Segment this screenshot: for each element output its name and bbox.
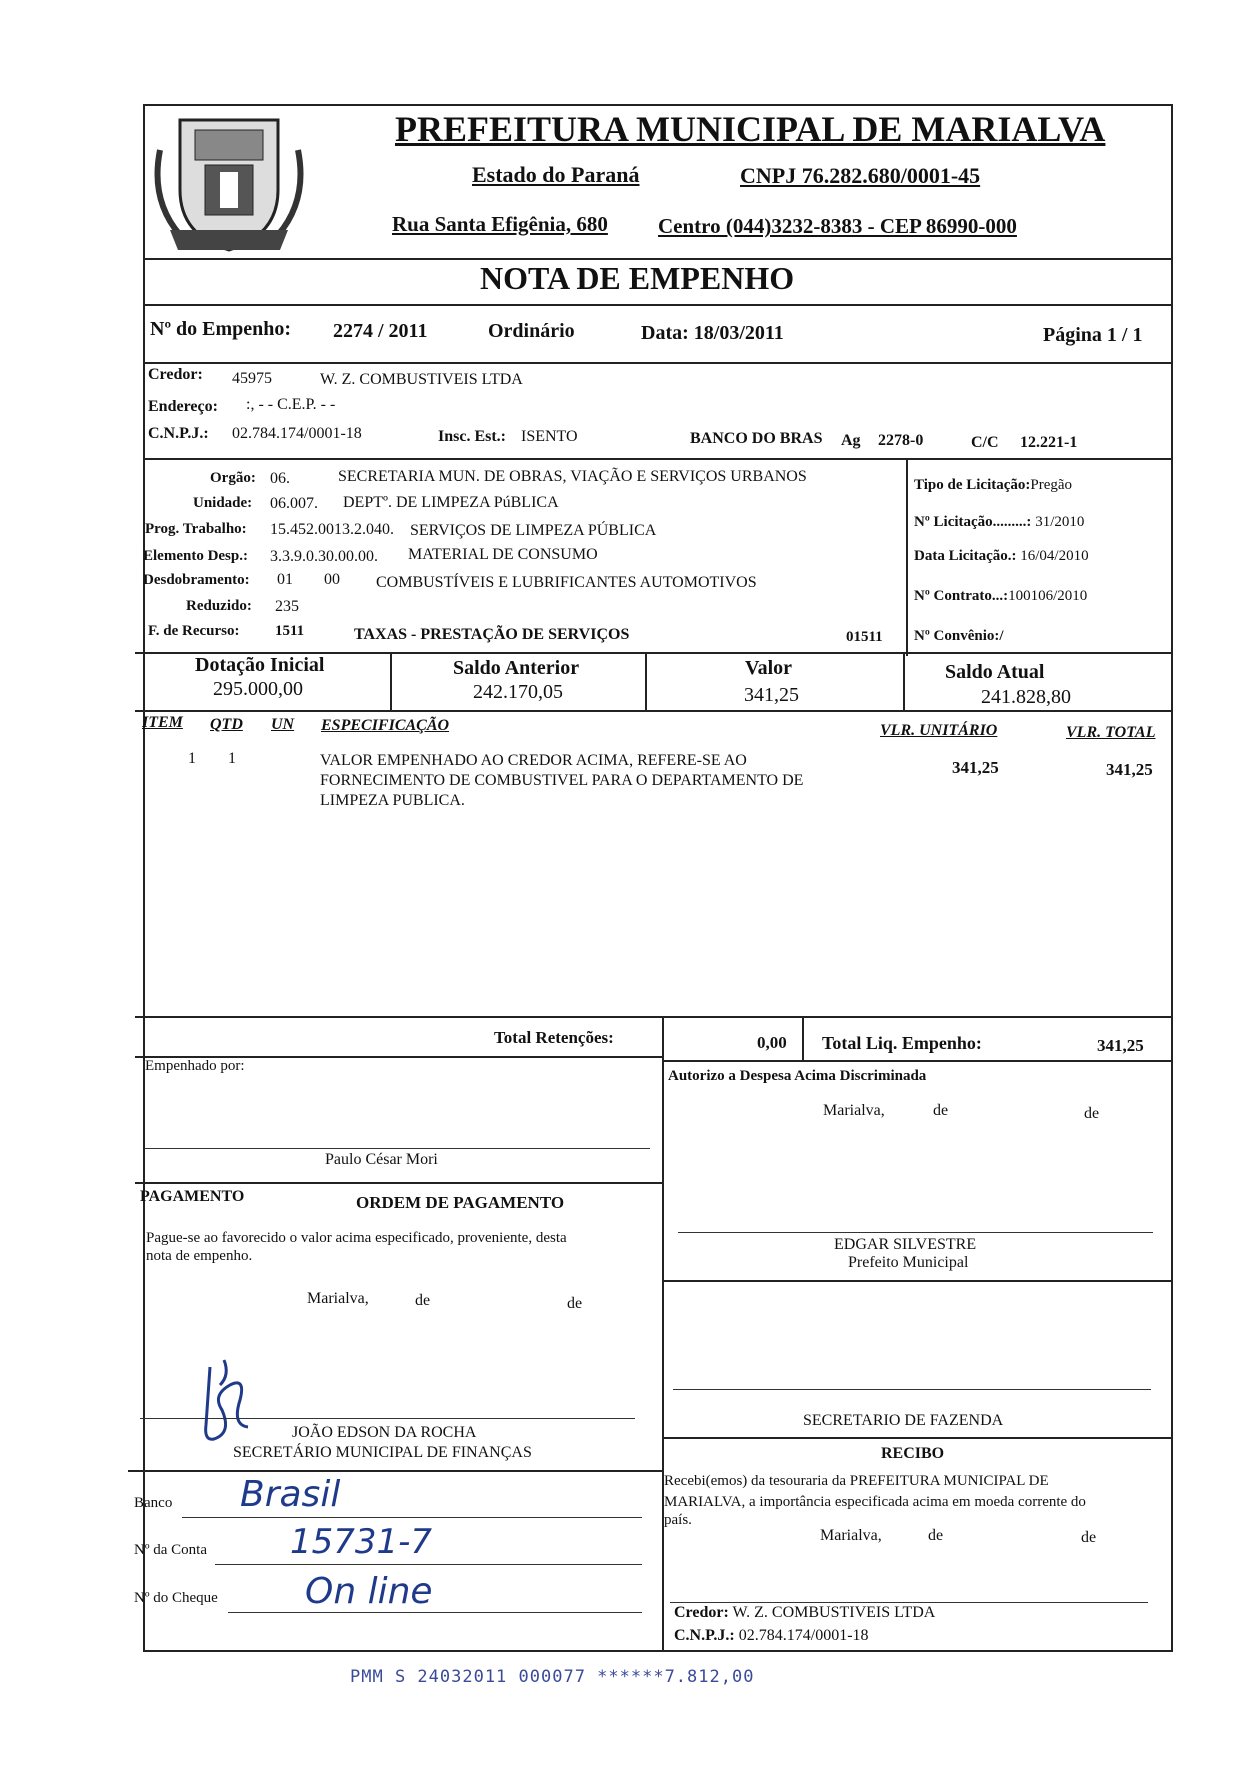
- contrato: [914, 588, 1087, 605]
- valor-label: Valor: [745, 657, 793, 679]
- autorizo-city: Marialva,: [823, 1102, 885, 1119]
- orgao-label: Orgão:: [210, 470, 256, 486]
- recibo-de-1: de: [928, 1527, 944, 1544]
- unidade-value: 06.007.: [270, 495, 318, 512]
- divider-vertical: [802, 1016, 804, 1060]
- divider: [662, 1280, 1173, 1282]
- divider: [662, 1437, 1173, 1439]
- credor-address: :, - - C.E.P. - -: [246, 396, 336, 413]
- row-qtd: 1: [228, 750, 236, 767]
- ret-value: 0,00: [757, 1033, 787, 1052]
- signature-line: [140, 1418, 635, 1419]
- num-value: 31/2010: [1035, 514, 1085, 530]
- tipo-value: Pregão: [1030, 477, 1073, 493]
- row-item: 1: [188, 750, 196, 767]
- divider-vertical: [645, 653, 647, 710]
- ordem-label: ORDEM DE PAGAMENTO: [356, 1193, 565, 1212]
- divider: [135, 1016, 1173, 1018]
- banco-line: [182, 1517, 642, 1518]
- empenho-number-label: Nº do Empenho:: [150, 318, 292, 340]
- recibo-line-3: país.: [664, 1512, 692, 1528]
- elem-label: Elemento Desp.:: [143, 548, 248, 564]
- num-licitacao: [914, 514, 1084, 531]
- autorizo-text: Autorizo a Despesa Acima Discriminada: [668, 1068, 927, 1084]
- doc-title: NOTA DE EMPENHO: [480, 260, 795, 296]
- divider: [662, 1060, 1173, 1062]
- divider: [128, 1470, 663, 1472]
- prog-value: 15.452.0013.2.040.: [270, 521, 394, 538]
- row-spec-1: VALOR EMPENHADO AO CREDOR ACIMA, REFERE-SE AO: [320, 752, 747, 769]
- page-number: Página 1 / 1: [1043, 324, 1143, 346]
- autorizo-de-1: de: [933, 1102, 949, 1119]
- empenho-date: Data: 18/03/2011: [641, 322, 784, 344]
- cheque-label: Nº do Cheque: [134, 1590, 218, 1606]
- divider: [143, 304, 1173, 306]
- empenho-type: Ordinário: [488, 320, 575, 342]
- empenhado-nome: Paulo César Mori: [325, 1151, 438, 1168]
- insc-value: ISENTO: [521, 428, 578, 445]
- data-licitacao: [914, 548, 1089, 565]
- liq-label: Total Liq. Empenho:: [822, 1033, 982, 1053]
- pagamento-label: PAGAMENTO: [140, 1188, 245, 1205]
- recibo-de-2: de: [1081, 1529, 1097, 1546]
- sec-cargo: SECRETÁRIO MUNICIPAL DE FINANÇAS: [233, 1444, 532, 1461]
- sec-fazenda: SECRETARIO DE FAZENDA: [803, 1412, 1004, 1429]
- data-value: 16/04/2010: [1020, 548, 1089, 564]
- elem-value: 3.3.9.0.30.00.00.: [270, 548, 378, 565]
- tipo-label: Tipo de Licitação:: [914, 477, 1031, 493]
- divider-vertical: [662, 1060, 664, 1650]
- pagamento-de-1: de: [415, 1292, 431, 1309]
- col-total: VLR. TOTAL: [1066, 724, 1156, 741]
- orgao-desc: SECRETARIA MUN. DE OBRAS, VIAÇÃO E SERVIÇOS URBANOS: [338, 468, 807, 485]
- data-label: Data Licitação.:: [914, 548, 1017, 564]
- desd-desc: COMBUSTÍVEIS E LUBRIFICANTES AUTOMOTIVOS: [376, 574, 757, 591]
- signature-line: [678, 1232, 1153, 1233]
- recibo-line-1: Recebi(emos) da tesouraria da PREFEITURA MUNICIPAL DE: [664, 1473, 1049, 1489]
- recurso-code: 01511: [846, 629, 883, 645]
- liq-value: 341,25: [1097, 1036, 1144, 1055]
- recibo-line-2: MARIALVA, a importância especificada acima em moeda corrente do: [664, 1494, 1086, 1510]
- saldo-ant-label: Saldo Anterior: [453, 657, 580, 679]
- reduzido-value: 235: [275, 598, 299, 615]
- empenhado-por-label: Empenhado por:: [145, 1058, 245, 1074]
- col-item: ITEM: [142, 714, 183, 731]
- divider: [143, 458, 1173, 460]
- address-text: Rua Santa Efigênia, 680: [392, 212, 608, 236]
- insc-label: Insc. Est.:: [438, 428, 507, 445]
- dotacao-value: 295.000,00: [213, 678, 303, 700]
- sec-nome: JOÃO EDSON DA ROCHA: [292, 1424, 477, 1441]
- row-spec-3: LIMPEZA PUBLICA.: [320, 792, 465, 809]
- cc-label: C/C: [971, 434, 999, 451]
- recurso-label: F. de Recurso:: [148, 623, 240, 639]
- bank-name: BANCO DO BRAS: [690, 430, 823, 447]
- cc-value: 12.221-1: [1020, 434, 1078, 451]
- autorizo-de-2: de: [1084, 1105, 1100, 1122]
- num-label: Nº Licitação.........:: [914, 514, 1032, 530]
- signature-line: [673, 1389, 1151, 1390]
- desd-a: 01: [277, 571, 293, 588]
- tipo-licitacao: [914, 477, 1072, 494]
- recurso-desc: TAXAS - PRESTAÇÃO DE SERVIÇOS: [354, 626, 630, 643]
- payment-stamp: PMM S 24032011 000077 ******7.812,00: [350, 1667, 755, 1687]
- convenio: Nº Convênio:/: [914, 628, 1004, 644]
- coat-of-arms-icon: [150, 110, 308, 260]
- handwritten-signature: [192, 1355, 262, 1445]
- saldo-atual-label: Saldo Atual: [945, 661, 1045, 683]
- recibo-cnpj-label: C.N.P.J.:: [674, 1627, 735, 1644]
- saldo-atual-value: 241.828,80: [981, 686, 1071, 708]
- row-unit: 341,25: [952, 758, 999, 777]
- unidade-desc: DEPTº. DE LIMPEZA PúBLICA: [343, 494, 559, 511]
- recibo-credor-label: Credor:: [674, 1604, 729, 1621]
- divider: [143, 362, 1173, 364]
- divider: [135, 710, 1173, 712]
- col-spec: ESPECIFICAÇÃO: [321, 717, 450, 734]
- conta-handwritten: 15731-7: [290, 1522, 433, 1562]
- pagamento-de-2: de: [567, 1295, 583, 1312]
- elem-desc: MATERIAL DE CONSUMO: [408, 546, 598, 563]
- credor-code: 45975: [232, 370, 272, 387]
- divider: [135, 1182, 663, 1184]
- divider-vertical: [662, 1016, 664, 1060]
- divider-vertical: [903, 653, 905, 710]
- desd-b: 00: [324, 571, 340, 588]
- cheque-line: [228, 1612, 642, 1613]
- pague-line-2: nota de empenho.: [146, 1248, 253, 1264]
- cheque-handwritten: On line: [305, 1571, 433, 1612]
- conta-line: [215, 1564, 642, 1565]
- contrato-label: Nº Contrato...:: [914, 588, 1009, 604]
- recibo-credor-name: W. Z. COMBUSTIVEIS LTDA: [732, 1604, 936, 1621]
- address-label: Endereço:: [148, 398, 218, 415]
- orgao-value: 06.: [270, 470, 290, 487]
- dotacao-label: Dotação Inicial: [195, 654, 325, 676]
- banco-label: Banco: [134, 1495, 173, 1511]
- reduzido-label: Reduzido:: [186, 598, 252, 614]
- recibo-title: RECIBO: [881, 1445, 945, 1462]
- divider-vertical: [390, 653, 392, 710]
- recibo-city: Marialva,: [820, 1527, 882, 1544]
- col-un: UN: [271, 716, 295, 733]
- divider-vertical: [906, 460, 908, 656]
- unidade-label: Unidade:: [193, 495, 253, 511]
- recibo-cnpj: [674, 1627, 869, 1645]
- credor-name: W. Z. COMBUSTIVEIS LTDA: [320, 371, 523, 388]
- col-unit: VLR. UNITÁRIO: [880, 722, 998, 739]
- signature-line: [670, 1602, 1148, 1603]
- contrato-value: 100106/2010: [1008, 588, 1088, 604]
- ag-label: Ag: [841, 432, 861, 449]
- page-title: PREFEITURA MUNICIPAL DE MARIALVA: [395, 109, 1106, 149]
- pagamento-city: Marialva,: [307, 1290, 369, 1307]
- conta-label: Nº da Conta: [134, 1542, 207, 1558]
- signature-line: [145, 1148, 650, 1149]
- prog-label: Prog. Trabalho:: [145, 521, 247, 537]
- phone-cep-text: Centro (044)3232-8383 - CEP 86990-000: [658, 214, 1017, 238]
- state-text: Estado do Paraná: [472, 162, 640, 187]
- prog-desc: SERVIÇOS DE LIMPEZA PÚBLICA: [410, 522, 657, 539]
- recurso-value: 1511: [275, 623, 305, 639]
- desd-label: Desdobramento:: [143, 572, 250, 588]
- empenho-number: 2274 / 2011: [333, 320, 428, 342]
- banco-handwritten: Brasil: [240, 1474, 341, 1515]
- credor-label: Credor:: [148, 366, 203, 383]
- row-total: 341,25: [1106, 760, 1153, 779]
- col-qtd: QTD: [210, 716, 243, 733]
- valor-value: 341,25: [744, 684, 799, 706]
- recibo-credor: [674, 1604, 935, 1622]
- ret-label: Total Retenções:: [494, 1028, 614, 1047]
- recibo-cnpj-value: 02.784.174/0001-18: [738, 1627, 869, 1644]
- row-spec-2: FORNECIMENTO DE COMBUSTIVEL PARA O DEPARTAMENTO DE: [320, 772, 804, 789]
- credor-cnpj: 02.784.174/0001-18: [232, 425, 362, 442]
- prefeito-cargo: Prefeito Municipal: [848, 1254, 969, 1271]
- saldo-ant-value: 242.170,05: [473, 681, 563, 703]
- cnpj-text: CNPJ 76.282.680/0001-45: [740, 163, 981, 188]
- pague-line-1: Pague-se ao favorecido o valor acima especificado, proveniente, desta: [146, 1230, 567, 1246]
- cnpj-label: C.N.P.J.:: [148, 425, 209, 442]
- ag-value: 2278-0: [878, 432, 924, 449]
- prefeito-nome: EDGAR SILVESTRE: [834, 1236, 977, 1253]
